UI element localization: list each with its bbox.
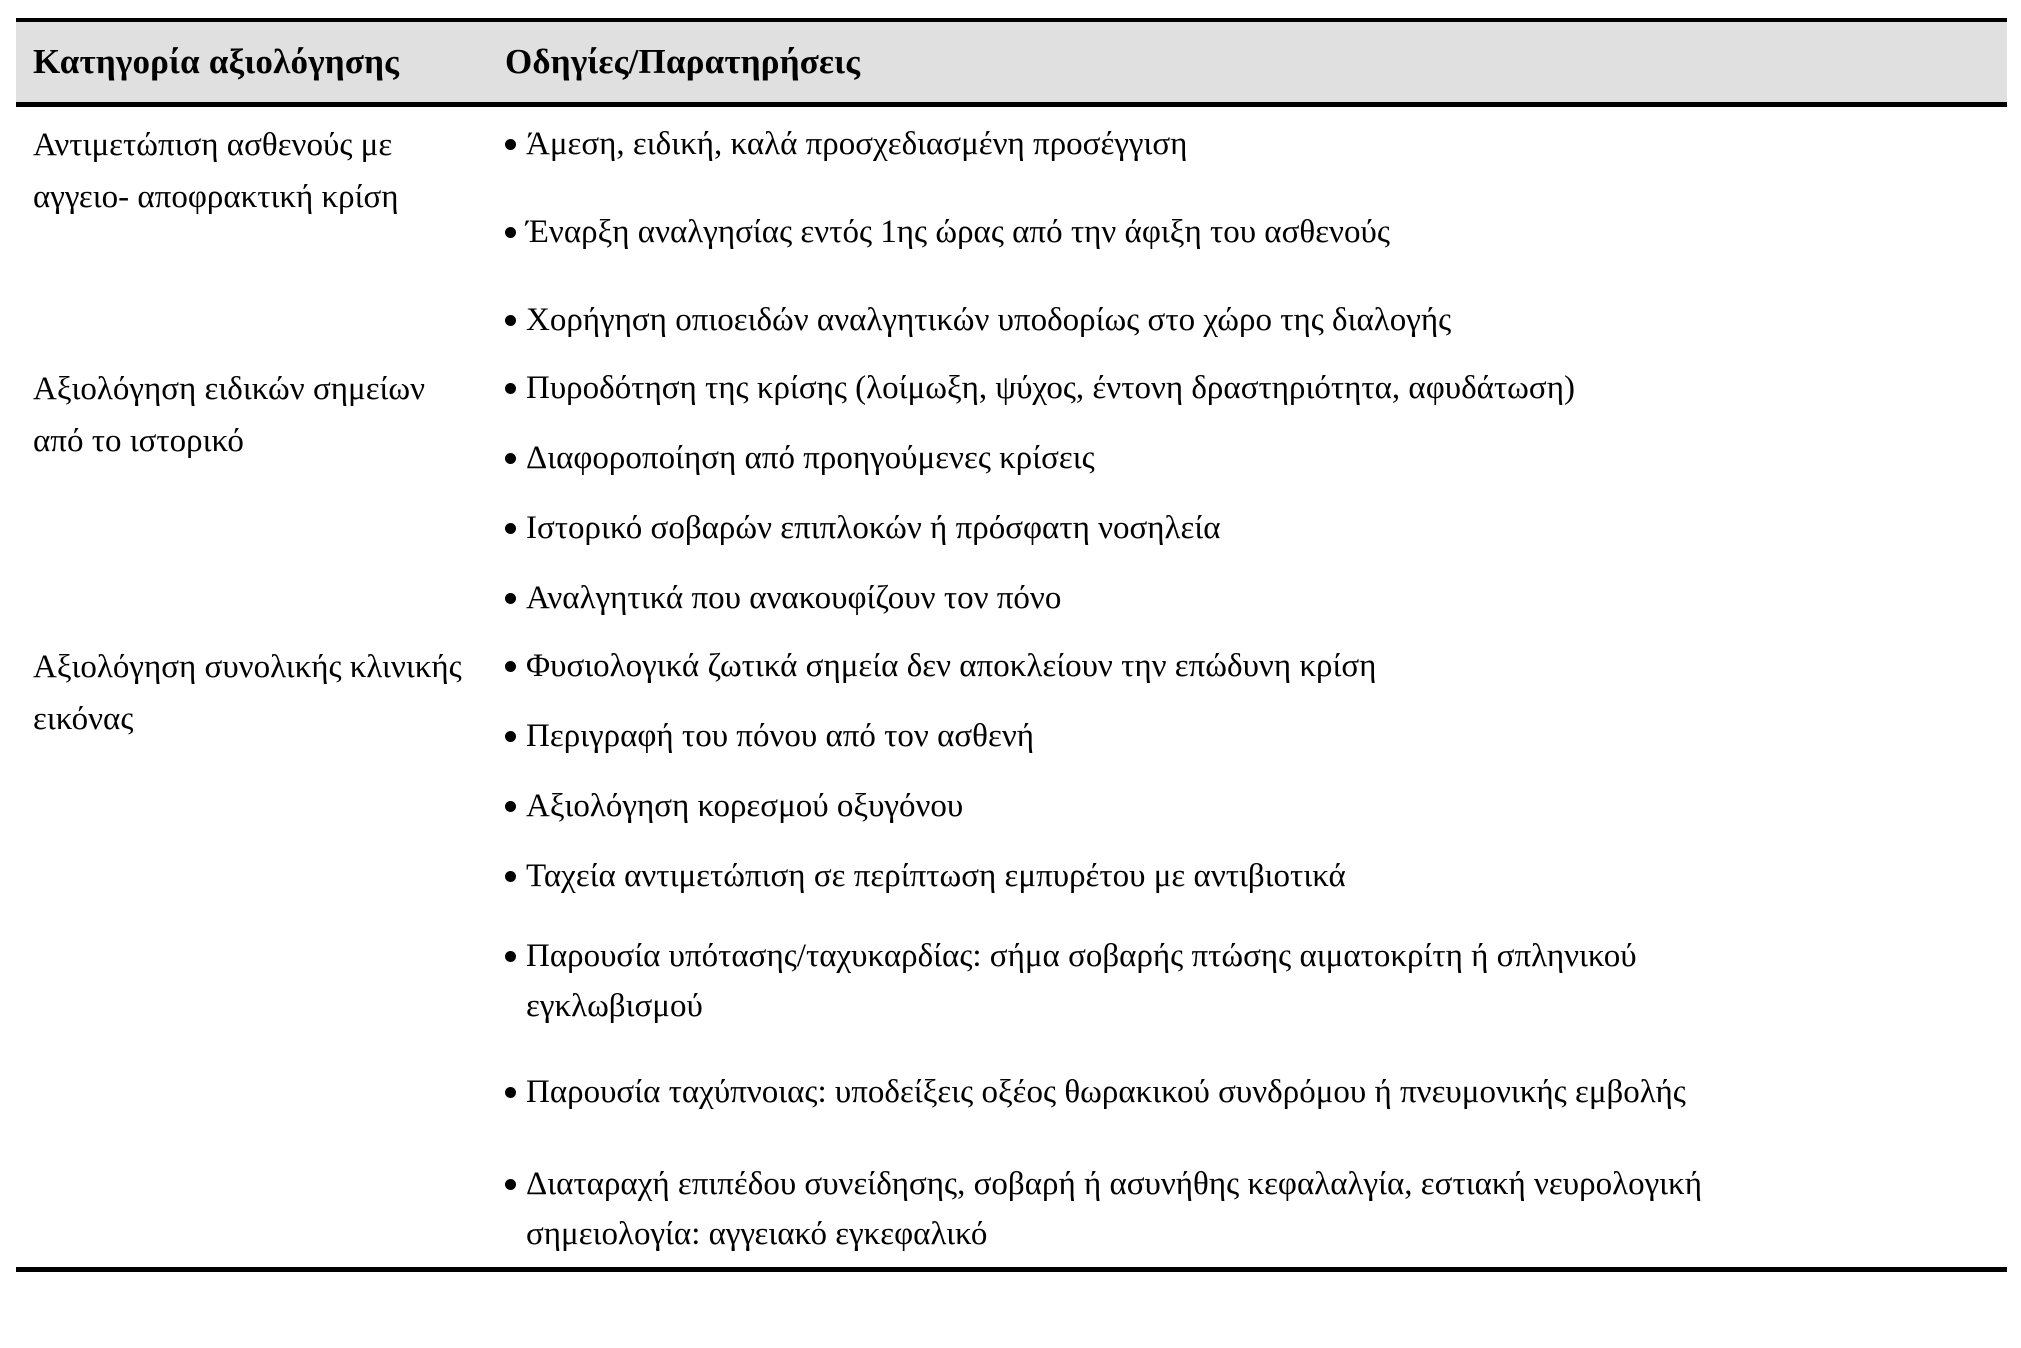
header-instructions-column: Οδηγίες/Παρατηρήσεις (505, 42, 861, 81)
bullet-text: Διαφοροποίηση από προηγούμενες κρίσεις (526, 440, 1095, 476)
bullet-text: Διαταραχή επιπέδου συνείδησης, σοβαρή ή ασυνήθης κεφαλαλγία, εστιακή νευρολογική σημειολογία: αγγειακό εγκεφαλικό (526, 1166, 1702, 1252)
assessment-table (16, 18, 2007, 1272)
bullet-text: Αναλγητικά που ανακουφίζουν τον πόνο (526, 580, 1062, 616)
bullet-item (505, 503, 1796, 553)
bullet-list (505, 363, 2007, 623)
bullet-text: Έναρξη αναλγησίας εντός 1ης ώρας από την άφιξη του ασθενούς (526, 214, 1390, 250)
instructions-cell (505, 641, 2007, 1259)
table-header-row (16, 22, 2007, 107)
table-row (16, 629, 2007, 1267)
bullet-list (505, 641, 2007, 1259)
bullet-icon (505, 453, 516, 464)
bullet-item (505, 851, 1796, 901)
table-body (16, 107, 2007, 1267)
bullet-text: Πυροδότηση της κρίσης (λοίμωξη, ψύχος, έντονη δραστηριότητα, αφυδάτωση) (526, 370, 1575, 406)
bullet-icon (505, 801, 516, 812)
bullet-icon (505, 593, 516, 604)
bullet-item (505, 363, 1796, 413)
bullet-icon (505, 661, 516, 672)
bullet-item (505, 931, 1796, 1031)
bullet-text: Ιστορικό σοβαρών επιπλοκών ή πρόσφατη νοσηλεία (526, 510, 1221, 546)
bullet-icon (505, 139, 516, 150)
header-category-column: Κατηγορία αξιολόγησης (33, 42, 400, 81)
bullet-icon (505, 315, 516, 326)
bullet-icon (505, 951, 516, 962)
bullet-list (505, 119, 2007, 345)
bullet-item (505, 1159, 1796, 1259)
bullet-text: Αξιολόγηση κορεσμού οξυγόνου (526, 788, 964, 824)
category-cell: Αντιμετώπιση ασθενούς με αγγειο- αποφρακτική κρίση (33, 127, 399, 215)
table-row (16, 107, 2007, 351)
bullet-item (505, 295, 1796, 345)
bullet-icon (505, 383, 516, 394)
bullet-text: Άμεση, ειδική, καλά προσχεδιασμένη προσέγγιση (526, 126, 1188, 162)
bullet-text: Χορήγηση οπιοειδών αναλγητικών υποδορίως στο χώρο της διαλογής (526, 302, 1452, 338)
bullet-icon (505, 1087, 516, 1098)
bullet-icon (505, 1179, 516, 1190)
category-cell: Αξιολόγηση συνολικής κλινικής εικόνας (33, 649, 462, 737)
category-cell: Αξιολόγηση ειδικών σημείων από το ιστορικό (33, 371, 426, 459)
bullet-text: Φυσιολογικά ζωτικά σημεία δεν αποκλείουν την επώδυνη κρίση (526, 648, 1377, 684)
bullet-item (505, 641, 1796, 691)
table-row (16, 351, 2007, 629)
instructions-cell (505, 119, 2007, 345)
bullet-text: Παρουσία υπότασης/ταχυκαρδίας: σήμα σοβαρής πτώσης αιματοκρίτη ή σπληνικού εγκλωβισμού (526, 938, 1637, 1024)
instructions-cell (505, 363, 2007, 623)
bullet-text: Ταχεία αντιμετώπιση σε περίπτωση εμπυρέτου με αντιβιοτικά (526, 858, 1346, 894)
bullet-item (505, 1067, 1796, 1117)
bullet-icon (505, 227, 516, 238)
bullet-text: Παρουσία ταχύπνοιας: υποδείξεις οξέος θωρακικού συνδρόμου ή πνευμονικής εμβολής (526, 1074, 1686, 1110)
bullet-item (505, 711, 1796, 761)
bullet-icon (505, 731, 516, 742)
bullet-item (505, 119, 1796, 169)
bullet-item (505, 781, 1796, 831)
bullet-icon (505, 871, 516, 882)
bullet-text: Περιγραφή του πόνου από τον ασθενή (526, 718, 1035, 754)
bullet-item (505, 573, 1796, 623)
bullet-item (505, 207, 1796, 257)
bullet-item (505, 433, 1796, 483)
bullet-icon (505, 523, 516, 534)
